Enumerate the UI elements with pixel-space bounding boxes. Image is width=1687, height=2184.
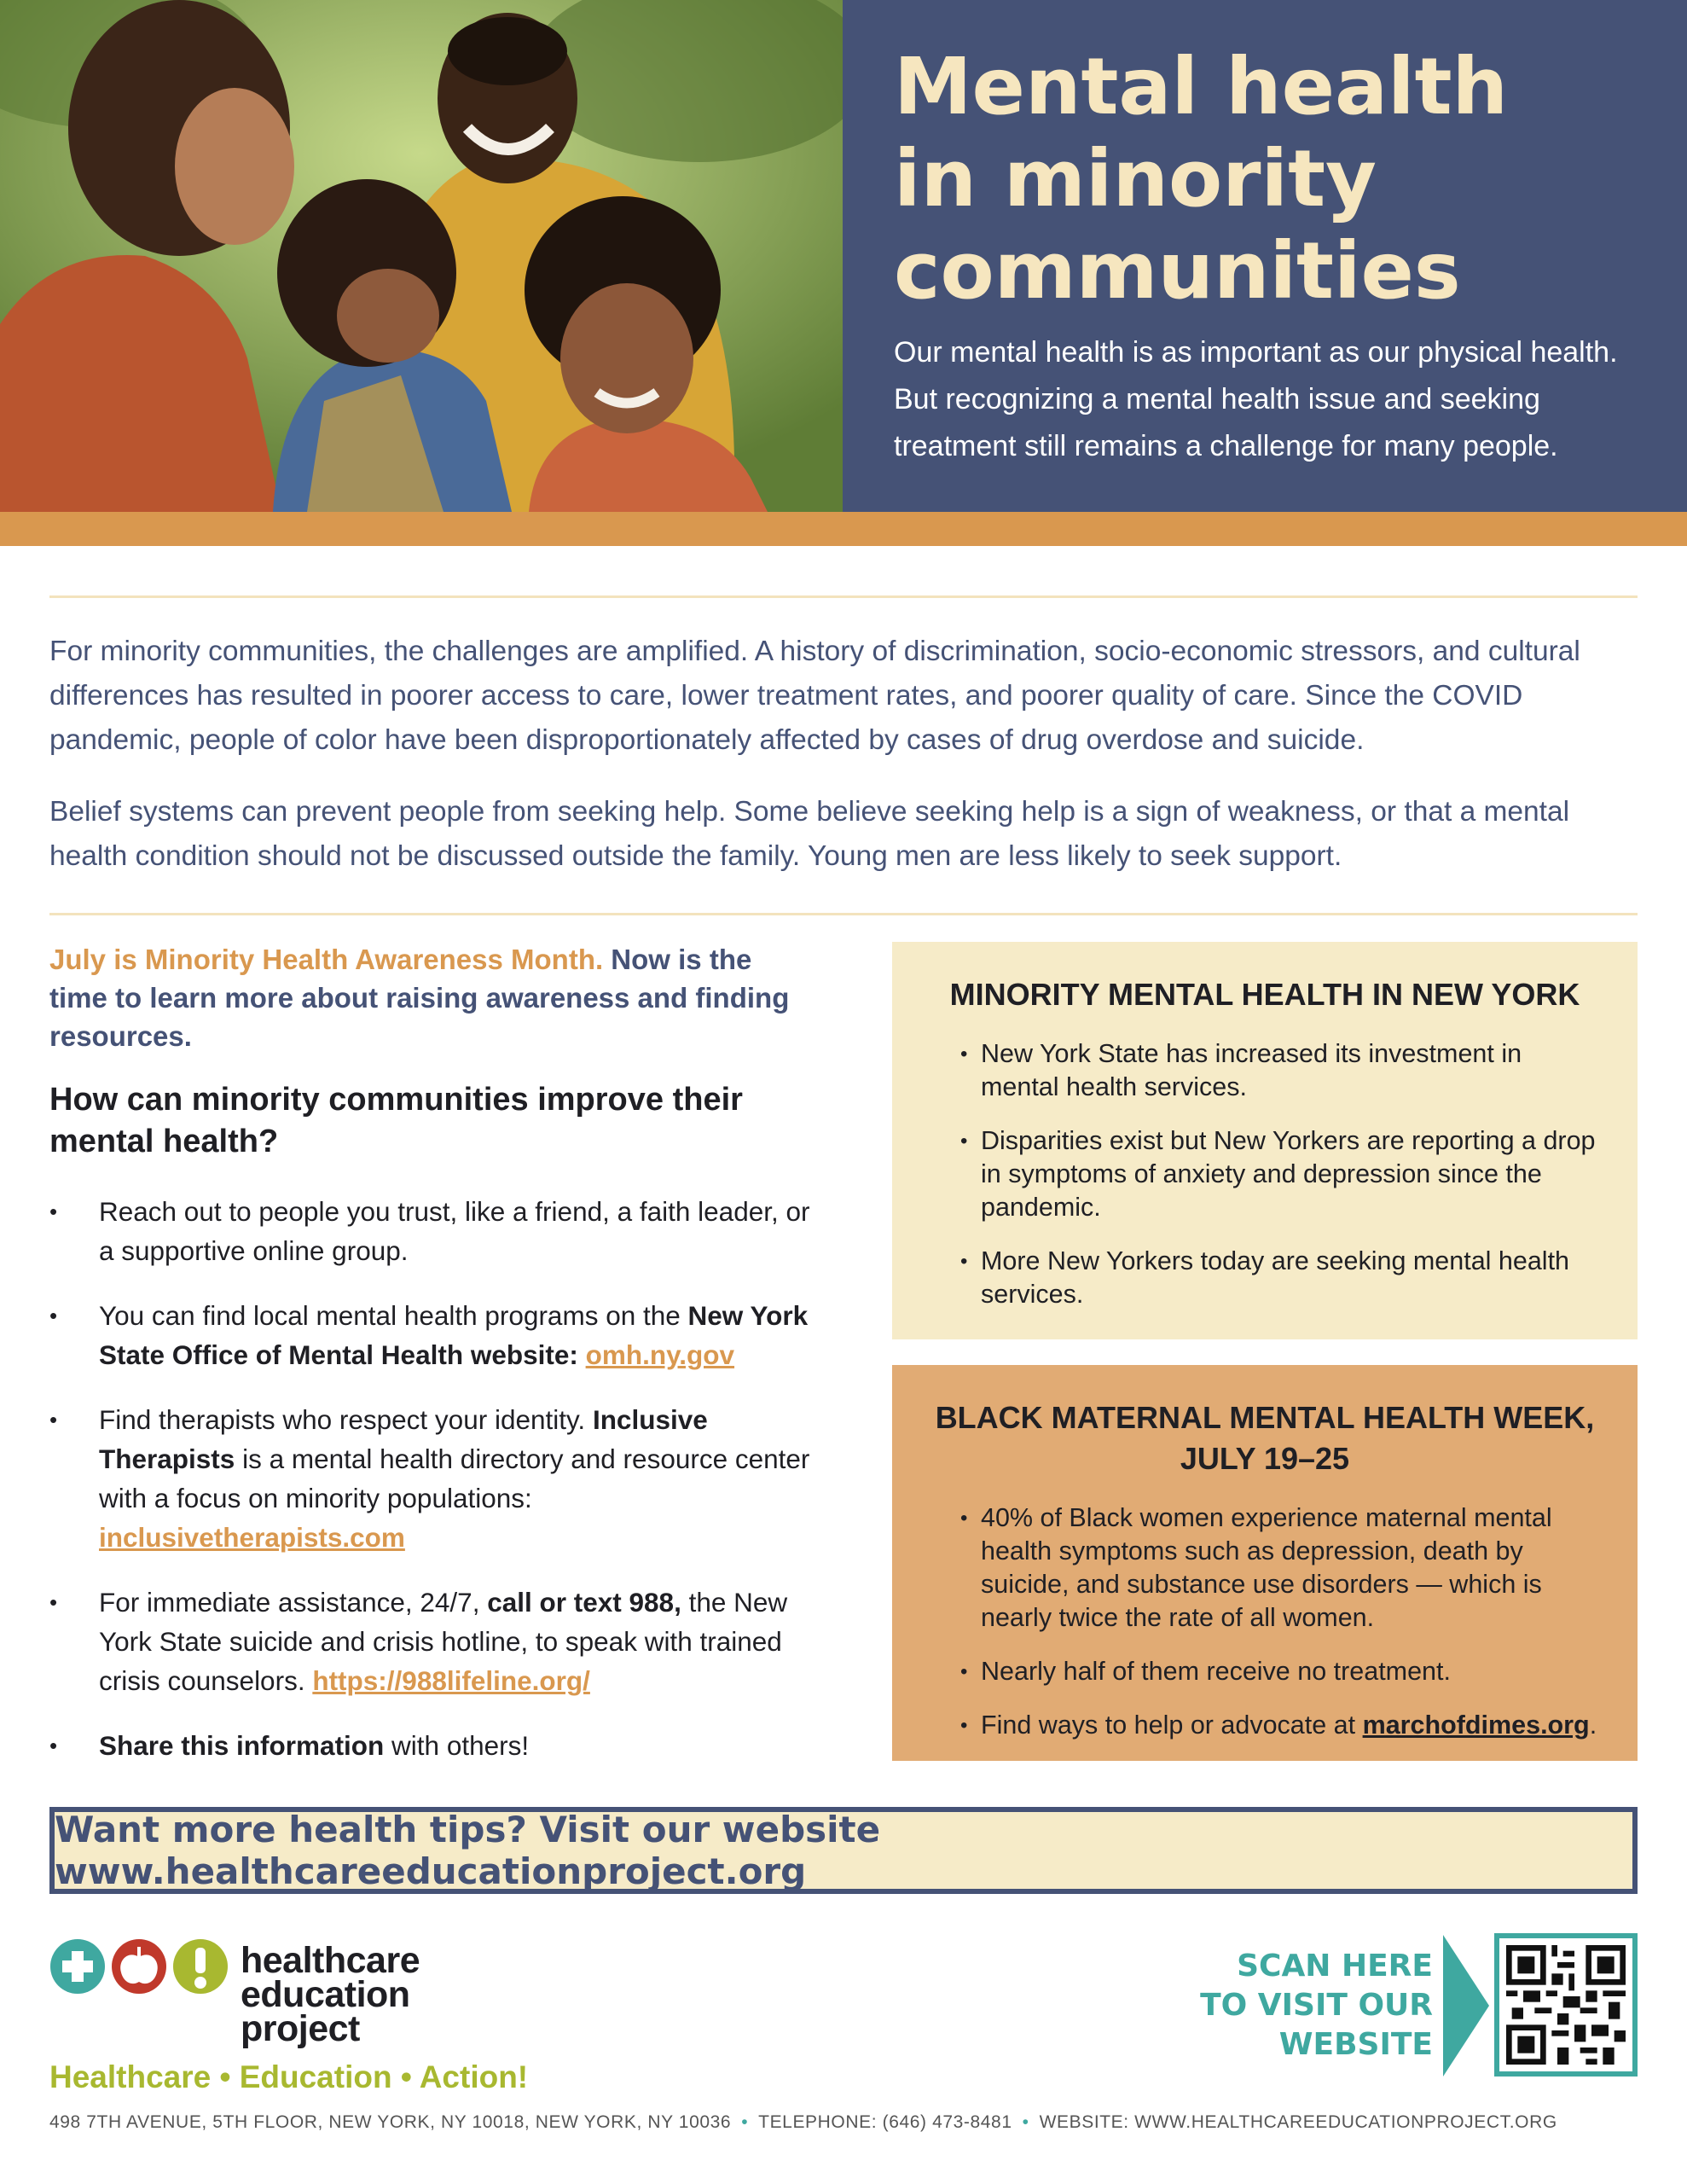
tip-3-bold: Inclusive Therapists: [99, 1404, 708, 1474]
title-line-3: communities: [894, 225, 1461, 317]
list-item: [49, 1296, 817, 1374]
tip-1-text: Reach out to people you trust, like a friend, a faith leader, or a supportive online group.: [99, 1196, 810, 1266]
exclamation-icon: [173, 1939, 228, 1994]
inclusive-therapists-link[interactable]: inclusivetherapists.com: [99, 1522, 405, 1553]
qr-code[interactable]: [1494, 1933, 1638, 2077]
left-column: [49, 940, 817, 1791]
telephone-text: TELEPHONE: (646) 473-8481: [758, 2112, 1012, 2132]
list-item: • More New Yorkers today are seeking mental health services.: [926, 1245, 1603, 1311]
tip-2-text: You can find local mental health programs on the: [99, 1300, 688, 1331]
ny-info-box: [892, 942, 1638, 1339]
list-item: • 40% of Black women experience maternal mental health symptoms such as depression, death by suicide, and substance use disorders — which is nearly twice the rate of all women.: [926, 1502, 1603, 1635]
family-photo-illustration: [0, 0, 843, 512]
scan-line-1: SCAN HERE: [1237, 1949, 1433, 1984]
separator-dot: •: [741, 2112, 749, 2132]
title-line-1: Mental health: [894, 41, 1509, 132]
tip-5-bold: Share this information: [99, 1730, 385, 1761]
tip-4-mid: the New York State suicide and crisis hotline, to speak with trained crisis counselors.: [99, 1587, 788, 1696]
logo-line-1: healthcare: [241, 1940, 420, 1981]
tip-5-rest: with others!: [384, 1730, 530, 1761]
july-callout: [49, 940, 817, 1055]
qr-code-icon: [1506, 1945, 1626, 2065]
tagline: Healthcare • Education • Action!: [49, 2059, 529, 2094]
march-of-dimes-link[interactable]: marchofdimes.org: [1362, 1711, 1590, 1740]
hero-subtitle: Our mental health is as important as our physical health. But recognizing a mental health issue and seeking treatment still remains a challenge for many people.: [894, 336, 1618, 462]
hero-panel: [843, 0, 1687, 512]
scan-line-3: WEBSITE: [1278, 2027, 1433, 2062]
july-rest: Now is the time to learn more about raising awareness and finding resources.: [49, 944, 790, 1052]
divider-top: [49, 595, 1638, 598]
tip-4-bold: call or text 988,: [487, 1587, 681, 1618]
list-item: • Disparities exist but New Yorkers are reporting a drop in symptoms of anxiety and depression since the pandemic.: [926, 1124, 1603, 1224]
contact-line: [49, 2112, 1638, 2133]
list-item: • New York State has increased its investment in mental health services.: [926, 1037, 1603, 1104]
july-accent: July is Minority Health Awareness Month.: [49, 944, 604, 975]
tip-3-mid: is a mental health directory and resource center with a focus on minority populations:: [99, 1443, 810, 1513]
list-item: [49, 1726, 817, 1765]
how-heading: How can minority communities improve their mental health?: [49, 1082, 743, 1159]
bm-heading-line-2: JULY 19–25: [1180, 1441, 1350, 1476]
bm-item-3-period: .: [1589, 1711, 1597, 1740]
tips-list: [49, 1192, 817, 1765]
lifeline-link[interactable]: https://988lifeline.org/: [312, 1665, 590, 1696]
website-banner[interactable]: [49, 1807, 1638, 1894]
logo-line-3: project: [241, 2008, 360, 2049]
bm-box-heading: [926, 1397, 1603, 1479]
bm-box-list: [926, 1502, 1603, 1742]
list-item: • Nearly half of them receive no treatment.: [926, 1655, 1603, 1688]
bm-heading-line-1: BLACK MATERNAL MENTAL HEALTH WEEK,: [935, 1400, 1595, 1435]
divider-middle: [49, 913, 1638, 915]
logo-wordmark: [241, 1940, 420, 2049]
tip-2-bold: New York State Office of Mental Health website:: [99, 1300, 809, 1370]
hero-section: [0, 0, 1687, 512]
list-item: [49, 1583, 817, 1700]
ny-box-heading: MINORITY MENTAL HEALTH IN NEW YORK: [949, 977, 1580, 1012]
ny-box-list: [926, 1037, 1603, 1311]
hero-stripe: [0, 512, 1687, 546]
scan-line-2: TO VISIT OUR: [1200, 1988, 1433, 2023]
apple-icon: [112, 1939, 166, 1994]
plus-icon: [50, 1939, 105, 1994]
logo-icons: [49, 1937, 230, 1996]
website-text[interactable]: WEBSITE: WWW.HEALTHCAREEDUCATIONPROJECT.ORG: [1039, 2112, 1557, 2132]
bm-item-3-text: Find ways to help or advocate at: [981, 1711, 1363, 1740]
intro-paragraph-1: For minority communities, the challenges are amplified. A history of discrimination, socio-economic stressors, and cultural differences has resulted in poorer access to care, lower treatment rates, and poorer quality of care. Since the COVID pandemic, people of color have been disproportionately affected by cases of drug overdose and suicide.: [49, 636, 1580, 756]
tip-3-text: Find therapists who respect your identity.: [99, 1404, 593, 1435]
banner-text: Want more health tips? Visit our website www.healthcareeducationproject.org: [55, 1809, 881, 1892]
scan-callout: [1177, 1947, 1433, 2065]
title-line-2: in minority: [894, 133, 1377, 224]
list-item: [49, 1400, 817, 1557]
page-title: [894, 41, 1661, 317]
intro-paragraph-2: Belief systems can prevent people from seeking help. Some believe seeking help is a sign of weakness, or that a mental health condition should not be discussed outside the family. Young men are less likely to seek support.: [49, 796, 1570, 872]
separator-dot: •: [1022, 2112, 1029, 2132]
list-item: [49, 1192, 817, 1270]
arrow-right-icon: [1443, 1935, 1489, 2077]
tip-4-text: For immediate assistance, 24/7,: [99, 1587, 488, 1618]
family-photo: [0, 0, 843, 512]
hep-logo: [49, 1930, 595, 2049]
logo-line-2: education: [241, 1974, 410, 2015]
black-maternal-box: [892, 1365, 1638, 1761]
address-text: 498 7TH AVENUE, 5TH FLOOR, NEW YORK, NY 10018, NEW YORK, NY 10036: [49, 2112, 732, 2132]
omh-link[interactable]: omh.ny.gov: [585, 1339, 735, 1370]
list-item: [926, 1709, 1603, 1742]
